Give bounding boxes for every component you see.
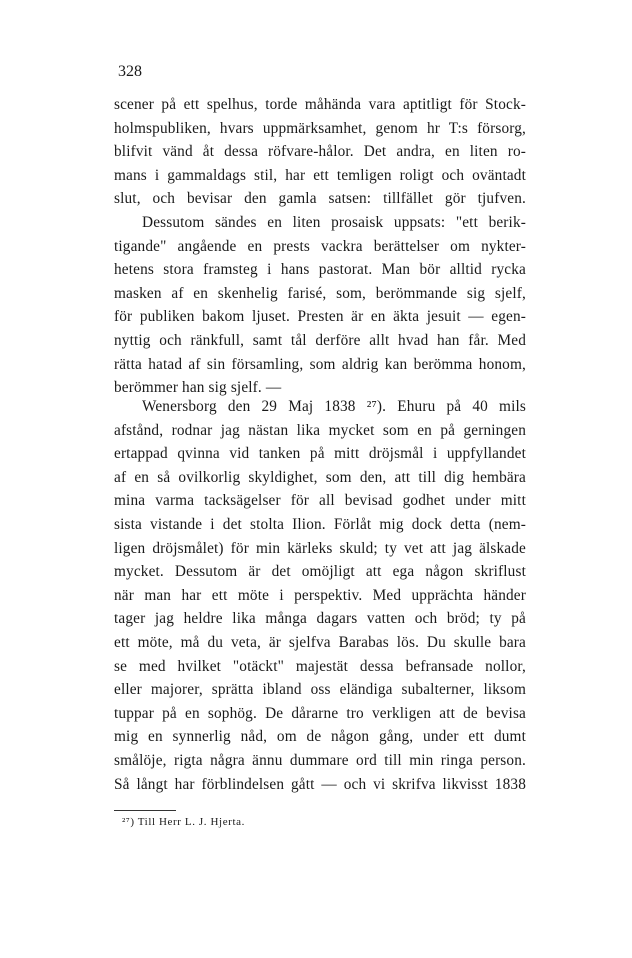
text-line: holmspubliken, hvars uppmärksamhet, genom hr T:s försorg, — [114, 119, 526, 137]
text-line: blifvit vänd åt dessa röfvare-hålor. Det andra, en liten ro- — [114, 143, 526, 161]
text-line: Dessutom sändes en liten prosaisk uppsats: "ett berik- — [142, 213, 526, 231]
text-line: eller majorer, sprätta ibland oss eländiga subalterner, liksom — [114, 681, 526, 699]
page-number: 328 — [118, 63, 142, 80]
text-line: mina varma tacksägelser för all bevisad godhet under mitt — [114, 492, 526, 510]
text-line: berömmer han sig sjelf. — — [114, 379, 282, 397]
text-line: ligen dröjsmålet) för min kärleks skuld; ty vet att jag älskade — [114, 539, 526, 557]
text-line: af en så ovilkorlig skyldighet, som den, att till dig hembära — [114, 468, 526, 486]
text-line: scener på ett spelhus, torde måhända vara aptitligt för Stock- — [114, 96, 526, 113]
text-block-lower — [114, 395, 526, 796]
text-line: tigande" angående en prests vackra berättelser om nykter- — [114, 237, 526, 255]
text-line: se med hvilket "otäckt" majestät dessa befransade nollor, — [114, 657, 526, 675]
text-line: slut, och bevisar den gamla satsen: tillfället gör tjufven. — [114, 190, 526, 208]
footnote-divider — [114, 810, 176, 811]
text-line: Så långt har förblindelsen gått — och vi skrifva likvisst 1838 — [114, 775, 526, 793]
text-line: när man har ett möte i perspektiv. Med upprächta händer — [114, 586, 526, 604]
text-line: smålöje, rigta några ännu dummare ord till min ringa person. — [114, 751, 526, 769]
text-line: masken af en skenhelig farisé, som, berömmande sig sjelf, — [114, 284, 526, 302]
paragraph-1 — [114, 93, 526, 211]
text-line: Wenersborg den 29 Maj 1838 ²⁷). Ehuru på 40 mils — [142, 398, 526, 415]
footnote: ²⁷) Till Herr L. J. Hjerta. — [122, 816, 245, 828]
paragraph-2 — [114, 211, 526, 400]
text-line: ertappad qvinna vid tanken på mitt dröjsmål i uppfyllandet — [114, 445, 526, 463]
text-line: mycket. Dessutom är det omöjligt att ega någon skriflust — [114, 563, 526, 581]
text-line: rätta hatad af sin församling, som aldrig kan berömma honom, — [114, 355, 526, 373]
text-line: sista vistande i det stolta Ilion. Förlåt mig dock detta (nem- — [114, 515, 526, 533]
paragraph-3 — [114, 395, 526, 796]
text-line: afstånd, rodnar jag nästan lika mycket som en på gerningen — [114, 421, 526, 439]
text-block-upper — [114, 93, 526, 400]
text-line: mans i gammaldags stil, har ett temligen roligt och oväntadt — [114, 166, 526, 184]
text-line: tager jag heldre lika många dagars vatten och bröd; ty på — [114, 610, 526, 628]
text-line: ett möte, må du veta, är sjelfva Barabas lös. Du skulle bara — [114, 633, 526, 651]
text-line: tuppar på en sophög. De dårarne tro verkligen att de bevisa — [114, 704, 526, 722]
text-line: hetens stora framsteg i hans pastorat. Man bör alltid rycka — [114, 261, 526, 279]
text-line: mig en synnerlig nåd, om de någon gång, under ett dumt — [114, 728, 526, 746]
text-line: nyttig och ränkfull, samt tål derföre allt hvad han får. Med — [114, 331, 526, 349]
text-line: för publiken bakom ljuset. Presten är en äkta jesuit — egen- — [114, 308, 526, 326]
